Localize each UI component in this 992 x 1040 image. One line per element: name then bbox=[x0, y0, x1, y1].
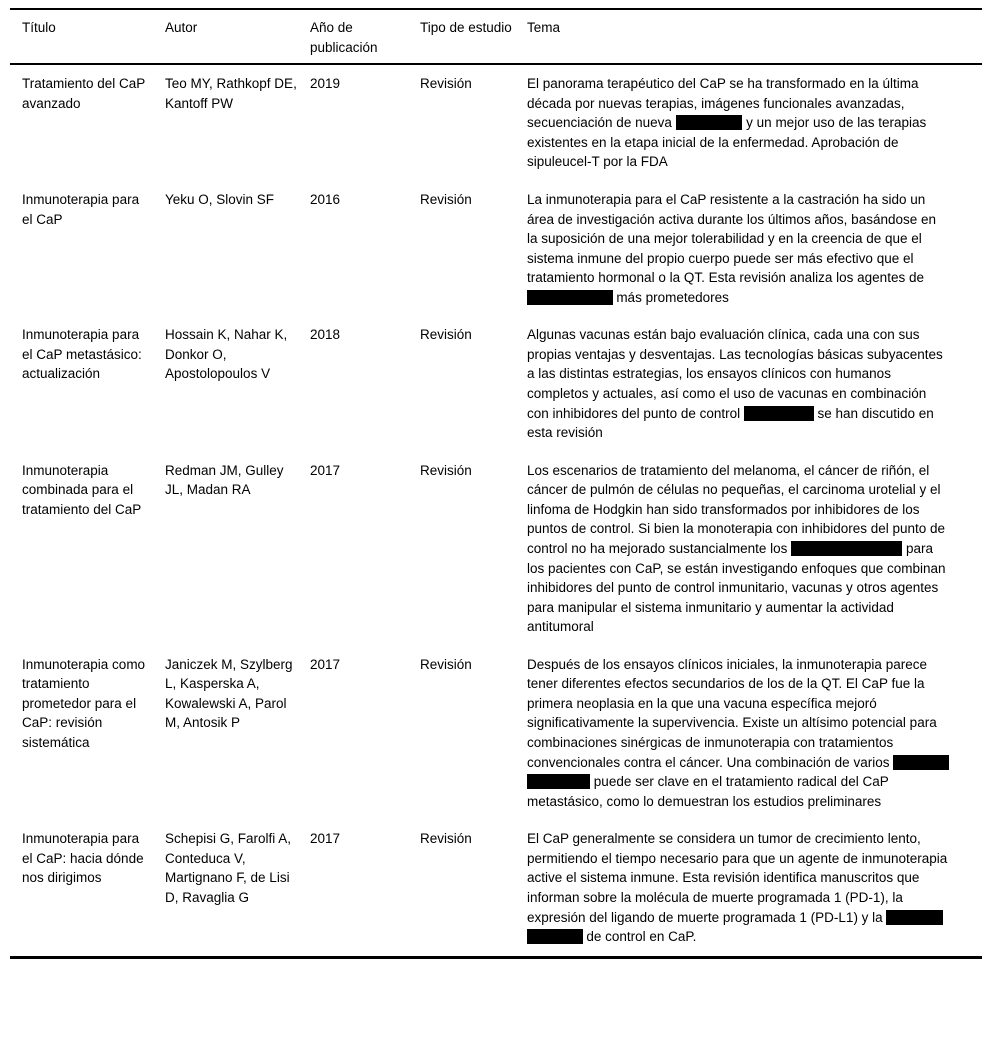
redacted-text: generación bbox=[675, 115, 743, 131]
titulo-cell: Inmunoterapia para el CaP bbox=[22, 191, 140, 227]
tema-text: El CaP generalmente se considera un tumor de crecimiento lento, permitiendo el tiempo necesario para que un agente de inmunoterapia active el sistema inmune. Esta revisión identifica manuscritos que informan sobre la molécula de muerte programada 1 (PD-1), la expresión del ligando de muerte programada 1 (PD-L1) y la bbox=[527, 831, 948, 925]
redacted-text: resultados clínicos bbox=[791, 540, 903, 556]
tema-cell bbox=[527, 181, 982, 316]
redacted-text: inhibición del punto bbox=[527, 909, 943, 945]
tema-text: se han discutido en esta revisión bbox=[527, 405, 934, 441]
col-header-tema: Tema bbox=[527, 9, 982, 64]
col-header-tipo-estudio: Tipo de estudio bbox=[420, 9, 527, 64]
col-header-anio-publicacion: Año de publicación bbox=[310, 9, 420, 64]
tema-text: La inmunoterapia para el CaP resistente a la castración ha sido un área de investigación activa durante los últimos años, basándose en la suposición de una mejor tolerabilidad y en la creencia de que el sistema inmune del propio cuerpo puede ser más efectivo que el tratamiento hormonal o la QT. Esta revisión analiza los agentes de bbox=[527, 191, 937, 286]
tipo-estudio-cell: Revisión bbox=[420, 831, 472, 847]
anio-cell: 2019 bbox=[310, 76, 341, 92]
tipo-estudio-cell: Revisión bbox=[420, 656, 472, 672]
autor-cell: Yeku O, Slovin SF bbox=[165, 191, 275, 207]
tema-text: Los escenarios de tratamiento del melanoma, el cáncer de riñón, el cáncer de pulmón de células no pequeñas, el carcinoma urotelial y el linfoma de Hodgkin han sido transformados por inhibidores de los puntos de control. Si bien la monoterapia con inhibidores del punto de control no ha mejorado sustancialmente los bbox=[527, 462, 946, 556]
col-header-autor: Autor bbox=[165, 9, 310, 64]
tema-text: puede ser clave en el tratamiento radical del CaP metastásico, como lo demuestran los estudios preliminares bbox=[527, 774, 889, 809]
tipo-estudio-cell: Revisión bbox=[420, 76, 472, 92]
titulo-cell: Inmunoterapia para el CaP: hacia dónde nos dirigimos bbox=[22, 831, 144, 886]
table-row bbox=[10, 316, 982, 451]
tema-text: Algunas vacunas están bajo evaluación clínica, cada una con sus propias ventajas y desventajas. Las tecnologías básicas subyacentes a las distintas estrategias, los ensayos clínicos con humanos completos y actuales, así como el uso de vacunas en combinación con inhibidores del punto de control bbox=[527, 327, 943, 421]
col-header-titulo: Título bbox=[10, 9, 165, 64]
table-row bbox=[10, 820, 982, 957]
autor-cell: Schepisi G, Farolfi A, Conteduca V, Martignano F, de Lisi D, Ravaglia G bbox=[165, 831, 292, 905]
table-row bbox=[10, 452, 982, 646]
tema-cell bbox=[527, 646, 982, 821]
redacted-text: fármacos o métodos bbox=[527, 754, 949, 790]
anio-cell: 2017 bbox=[310, 462, 341, 478]
anio-cell: 2018 bbox=[310, 327, 341, 343]
titulo-cell: Inmunoterapia para el CaP metastásico: actualización bbox=[22, 327, 142, 382]
tipo-estudio-cell: Revisión bbox=[420, 327, 472, 343]
table-header bbox=[10, 9, 982, 64]
titulo-cell: Inmunoterapia como tratamiento prometedor para el CaP: revisión sistemática bbox=[22, 656, 146, 750]
autor-cell: Hossain K, Nahar K, Donkor O, Apostolopoulos V bbox=[165, 327, 288, 382]
autor-cell: Janiczek M, Szylberg L, Kasperska A, Kowalewski A, Parol M, Antosik P bbox=[165, 656, 293, 731]
tipo-estudio-cell: Revisión bbox=[420, 462, 472, 478]
tema-cell bbox=[527, 820, 982, 957]
table-row bbox=[10, 64, 982, 181]
tema-text: Después de los ensayos clínicos iniciales, la inmunoterapia parece tener diferentes efectos secundarios de los de la QT. El CaP fue la primera neoplasia en la que una vacuna específica mejoró significativamente la supervivencia. Existe un altísimo potencial para combinaciones sinérgicas de inmunoterapia con tratamientos convencionales contra el cáncer. Una combinación de varios bbox=[527, 656, 937, 770]
titulo-cell: Inmunoterapia combinada para el tratamiento del CaP bbox=[22, 462, 142, 517]
tema-cell bbox=[527, 316, 982, 451]
autor-cell: Teo MY, Rathkopf DE, Kantoff PW bbox=[165, 76, 297, 111]
redacted-text: inmunitario, bbox=[743, 405, 814, 421]
autor-cell: Redman JM, Gulley JL, Madan RA bbox=[165, 462, 284, 498]
titulo-cell: Tratamiento del CaP avanzado bbox=[22, 76, 146, 111]
header-row bbox=[10, 9, 982, 64]
table-row bbox=[10, 646, 982, 821]
table-body bbox=[10, 64, 982, 957]
redacted-text: inmunoterapia bbox=[527, 289, 613, 305]
tema-text: y un mejor uso de las terapias existentes en la etapa inicial de la enfermedad. Aprobación de sipuleucel-T por la FDA bbox=[527, 115, 927, 170]
tipo-estudio-cell: Revisión bbox=[420, 191, 472, 207]
tema-text: de control en CaP. bbox=[582, 929, 697, 945]
anio-cell: 2017 bbox=[310, 656, 341, 672]
tema-text: El panorama terapéutico del CaP se ha transformado en la última década por nuevas terapias, imágenes funcionales avanzadas, secuenciación de nueva bbox=[527, 76, 919, 131]
literature-review-table bbox=[10, 8, 982, 959]
tema-text: para los pacientes con CaP, se están investigando enfoques que combinan inhibidores del punto de control inmunitario, vacunas y otros agentes para manipular el sistema inmunitario y aumentar la actividad antitumoral bbox=[527, 540, 946, 635]
table-row bbox=[10, 181, 982, 316]
anio-cell: 2016 bbox=[310, 191, 341, 207]
tema-text: más prometedores bbox=[612, 289, 729, 305]
tema-cell bbox=[527, 452, 982, 646]
tema-cell bbox=[527, 64, 982, 181]
anio-cell: 2017 bbox=[310, 831, 341, 847]
